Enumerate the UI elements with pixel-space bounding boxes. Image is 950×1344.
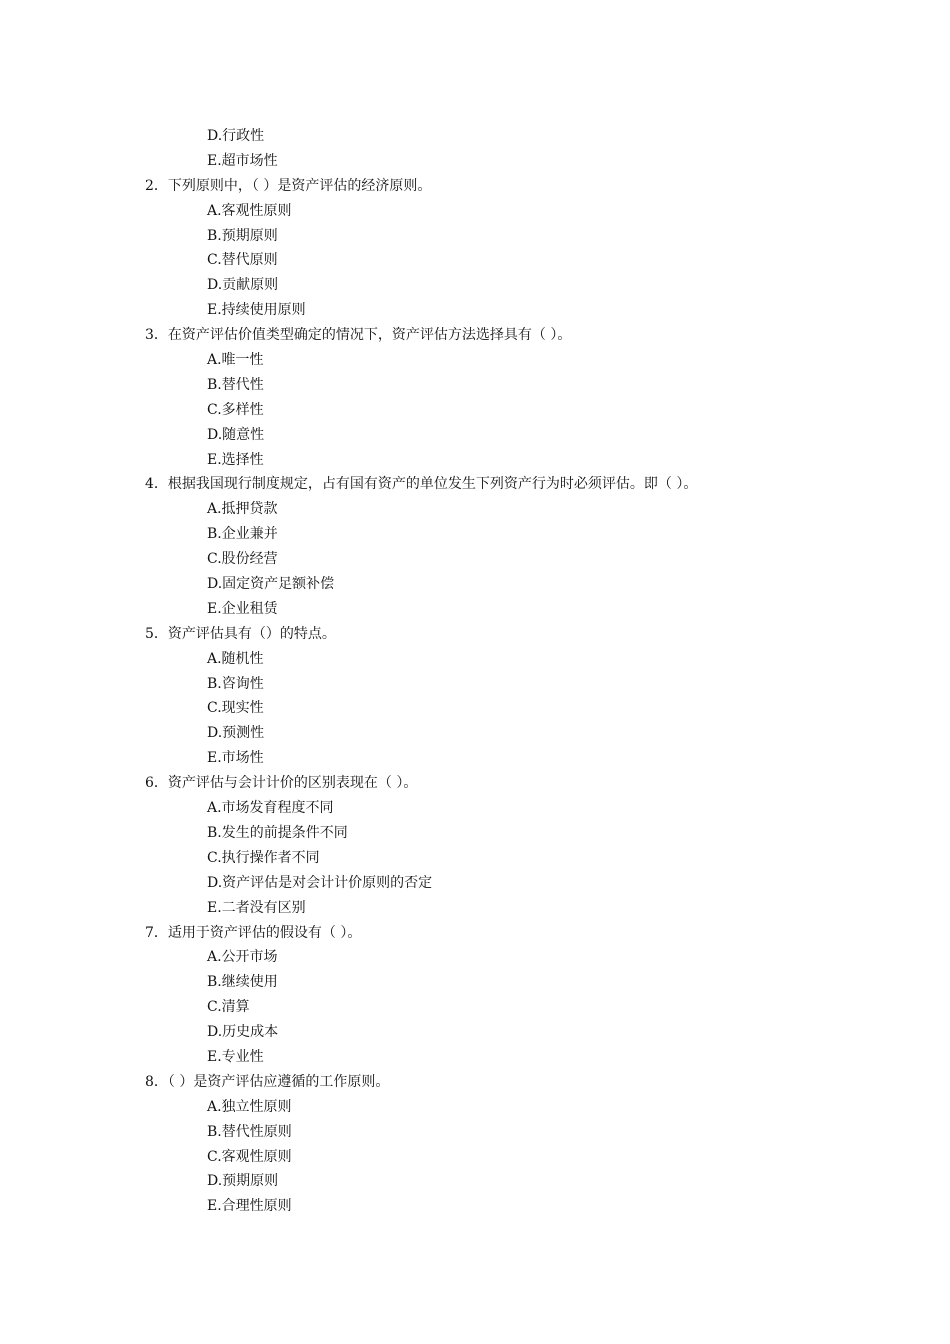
option-text: D.贡献原则	[207, 277, 279, 294]
option-text: A.抵押贷款	[207, 501, 278, 518]
option-text: C.多样性	[207, 401, 264, 418]
option-text: E.企业租赁	[207, 600, 278, 617]
option-text: D.资产评估是对会计计价原则的否定	[207, 874, 433, 891]
option-text: C.清算	[207, 999, 250, 1016]
option-text: E.二者没有区别	[207, 899, 306, 916]
option-text: D.固定资产足额补偿	[207, 576, 335, 593]
option-text: B.替代性	[207, 376, 264, 393]
document-page	[0, 124, 950, 1219]
option-text: C.客观性原则	[207, 1148, 292, 1165]
question-text: 3．在资产评估价值类型确定的情况下，资产评估方法选择具有（ ）。	[145, 327, 572, 344]
option-text: C.股份经营	[207, 551, 278, 568]
option-text: A.公开市场	[207, 949, 278, 966]
option-text: C.现实性	[207, 700, 264, 717]
option-text: D.历史成本	[207, 1024, 279, 1041]
option-text: B.预期原则	[207, 227, 278, 244]
option-text: D.预测性	[207, 725, 265, 742]
option-text: D.随意性	[207, 426, 265, 443]
question-text: 5．资产评估具有（）的特点。	[145, 625, 336, 642]
option-text: E.合理性原则	[207, 1198, 292, 1215]
option-text: B.咨询性	[207, 675, 264, 692]
option-text: E.超市场性	[207, 152, 278, 169]
option-text: E.专业性	[207, 1048, 264, 1065]
option-text: E.选择性	[207, 451, 264, 468]
question-text: 4．根据我国现行制度规定，占有国有资产的单位发生下列资产行为时必须评估。即（ ）。	[145, 476, 698, 493]
option-text: B.继续使用	[207, 974, 278, 991]
option-text: A.随机性	[207, 650, 264, 667]
option-text: B.发生的前提条件不同	[207, 824, 348, 841]
option-text: C.执行操作者不同	[207, 849, 320, 866]
option-text: B.企业兼并	[207, 526, 278, 543]
option-text: D.行政性	[207, 128, 265, 144]
option-text: D.预期原则	[207, 1173, 279, 1190]
question-text: 6．资产评估与会计计价的区别表现在（ ）。	[145, 775, 418, 792]
question-text: 7．适用于资产评估的假设有（ ）。	[145, 924, 362, 941]
question-text: 8．（ ）是资产评估应遵循的工作原则。	[145, 1073, 390, 1090]
option-text: A.客观性原则	[207, 202, 292, 219]
option-text: B.替代性原则	[207, 1123, 292, 1140]
option-text: E.市场性	[207, 750, 264, 767]
question-text: 2．下列原则中，（ ）是资产评估的经济原则。	[145, 177, 432, 194]
option-text: E.持续使用原则	[207, 302, 306, 319]
option-text: A.市场发育程度不同	[207, 800, 334, 817]
option-text: A.独立性原则	[207, 1098, 292, 1115]
option-text: C.替代原则	[207, 252, 278, 269]
option-text: A.唯一性	[207, 352, 264, 369]
